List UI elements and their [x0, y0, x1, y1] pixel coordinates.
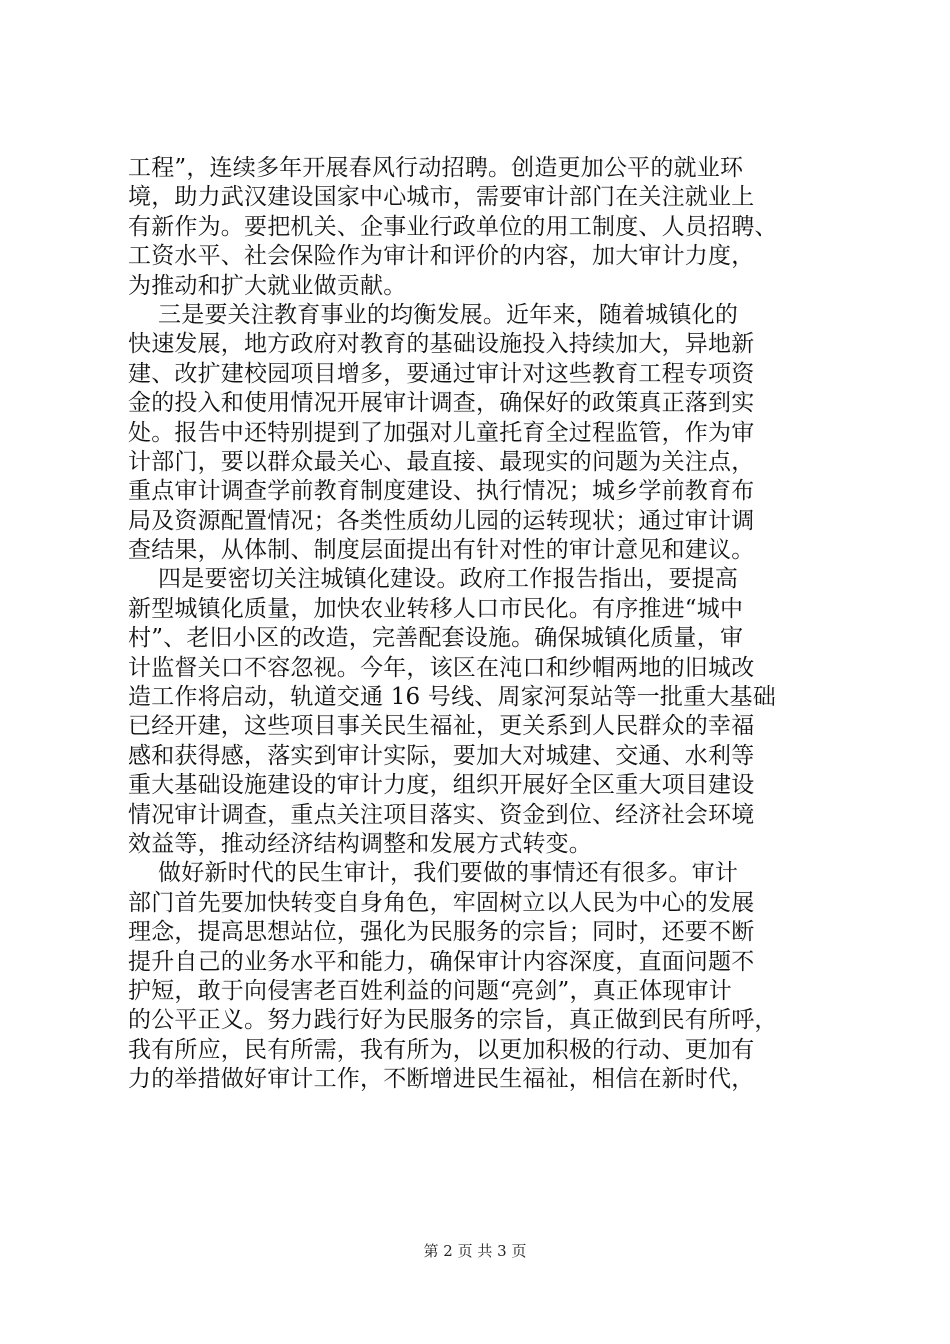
text-line: 工资水平、社会保险作为审计和评价的内容，加大审计力度，	[128, 243, 755, 270]
text-line: 工程”，连续多年开展春风行动招聘。创造更加公平的就业环	[128, 155, 744, 181]
text-line: 四是要密切关注城镇化建设。政府工作报告指出，要提高	[128, 566, 739, 593]
text-line: 为推动和扩大就业做贡献。	[128, 272, 407, 299]
text-line: 部门首先要加快转变自身角色，牢固树立以人民为中心的发展	[128, 889, 755, 916]
text-line: 造工作将启动，轨道交通 16 号线、周家河泵站等一批重大基础	[128, 684, 776, 711]
text-line: 金的投入和使用情况开展审计调查，确保好的政策真正落到实	[128, 390, 755, 417]
text-line: 重点审计调查学前教育制度建设、执行情况；城乡学前教育布	[128, 478, 755, 505]
text-line: 的公平正义。努力践行好为民服务的宗旨，真正做到民有所呼，	[128, 1007, 778, 1034]
text-line: 快速发展，地方政府对教育的基础设施投入持续加大，异地新	[128, 331, 755, 358]
text-line: 三是要关注教育事业的均衡发展。近年来，随着城镇化的	[128, 301, 739, 328]
text-line: 局及资源配置情况；各类性质幼儿园的运转现状；通过审计调	[128, 507, 755, 534]
page-number-footer: 第 2 页 共 3 页	[423, 1242, 527, 1260]
text-line: 境，助力武汉建设国家中心城市，需要审计部门在关注就业上	[128, 184, 755, 211]
text-line: 情况审计调查，重点关注项目落实、资金到位、经济社会环境	[128, 801, 755, 828]
text-line: 村”、老旧小区的改造，完善配套设施。确保城镇化质量，审	[128, 625, 744, 652]
text-line: 我有所应，民有所需，我有所为，以更加积极的行动、更加有	[128, 1036, 755, 1063]
text-line: 计监督关口不容忽视。今年，该区在沌口和纱帽两地的旧城改	[128, 654, 755, 681]
text-line: 已经开建，这些项目事关民生福祉，更关系到人民群众的幸福	[128, 713, 755, 740]
document-body	[128, 154, 840, 1095]
text-line: 理念，提高思想站位，强化为民服务的宗旨；同时，还要不断	[128, 919, 755, 946]
text-line: 做好新时代的民生审计，我们要做的事情还有很多。审计	[128, 860, 739, 887]
text-line: 查结果，从体制、制度层面提出有针对性的审计意见和建议。	[128, 537, 755, 564]
text-line: 有新作为。要把机关、企事业行政单位的用工制度、人员招聘、	[128, 213, 778, 240]
text-line: 力的举措做好审计工作，不断增进民生福祉，相信在新时代，	[128, 1066, 755, 1093]
text-line: 感和获得感，落实到审计实际，要加大对城建、交通、水利等	[128, 742, 755, 769]
text-line: 提升自己的业务水平和能力，确保审计内容深度，直面问题不	[128, 948, 755, 975]
text-line: 建、改扩建校园项目增多，要通过审计对这些教育工程专项资	[128, 360, 755, 387]
text-line: 处。报告中还特别提到了加强对儿童托育全过程监管，作为审	[128, 419, 755, 446]
text-line: 重大基础设施建设的审计力度，组织开展好全区重大项目建设	[128, 772, 755, 799]
text-line: 效益等，推动经济结构调整和发展方式转变。	[128, 830, 592, 857]
text-line: 新型城镇化质量，加快农业转移人口市民化。有序推进“城中	[128, 595, 744, 622]
text-line: 护短，敢于向侵害老百姓利益的问题“亮剑”，真正体现审计	[128, 977, 732, 1004]
text-line: 计部门，要以群众最关心、最直接、最现实的问题为关注点，	[128, 448, 755, 475]
